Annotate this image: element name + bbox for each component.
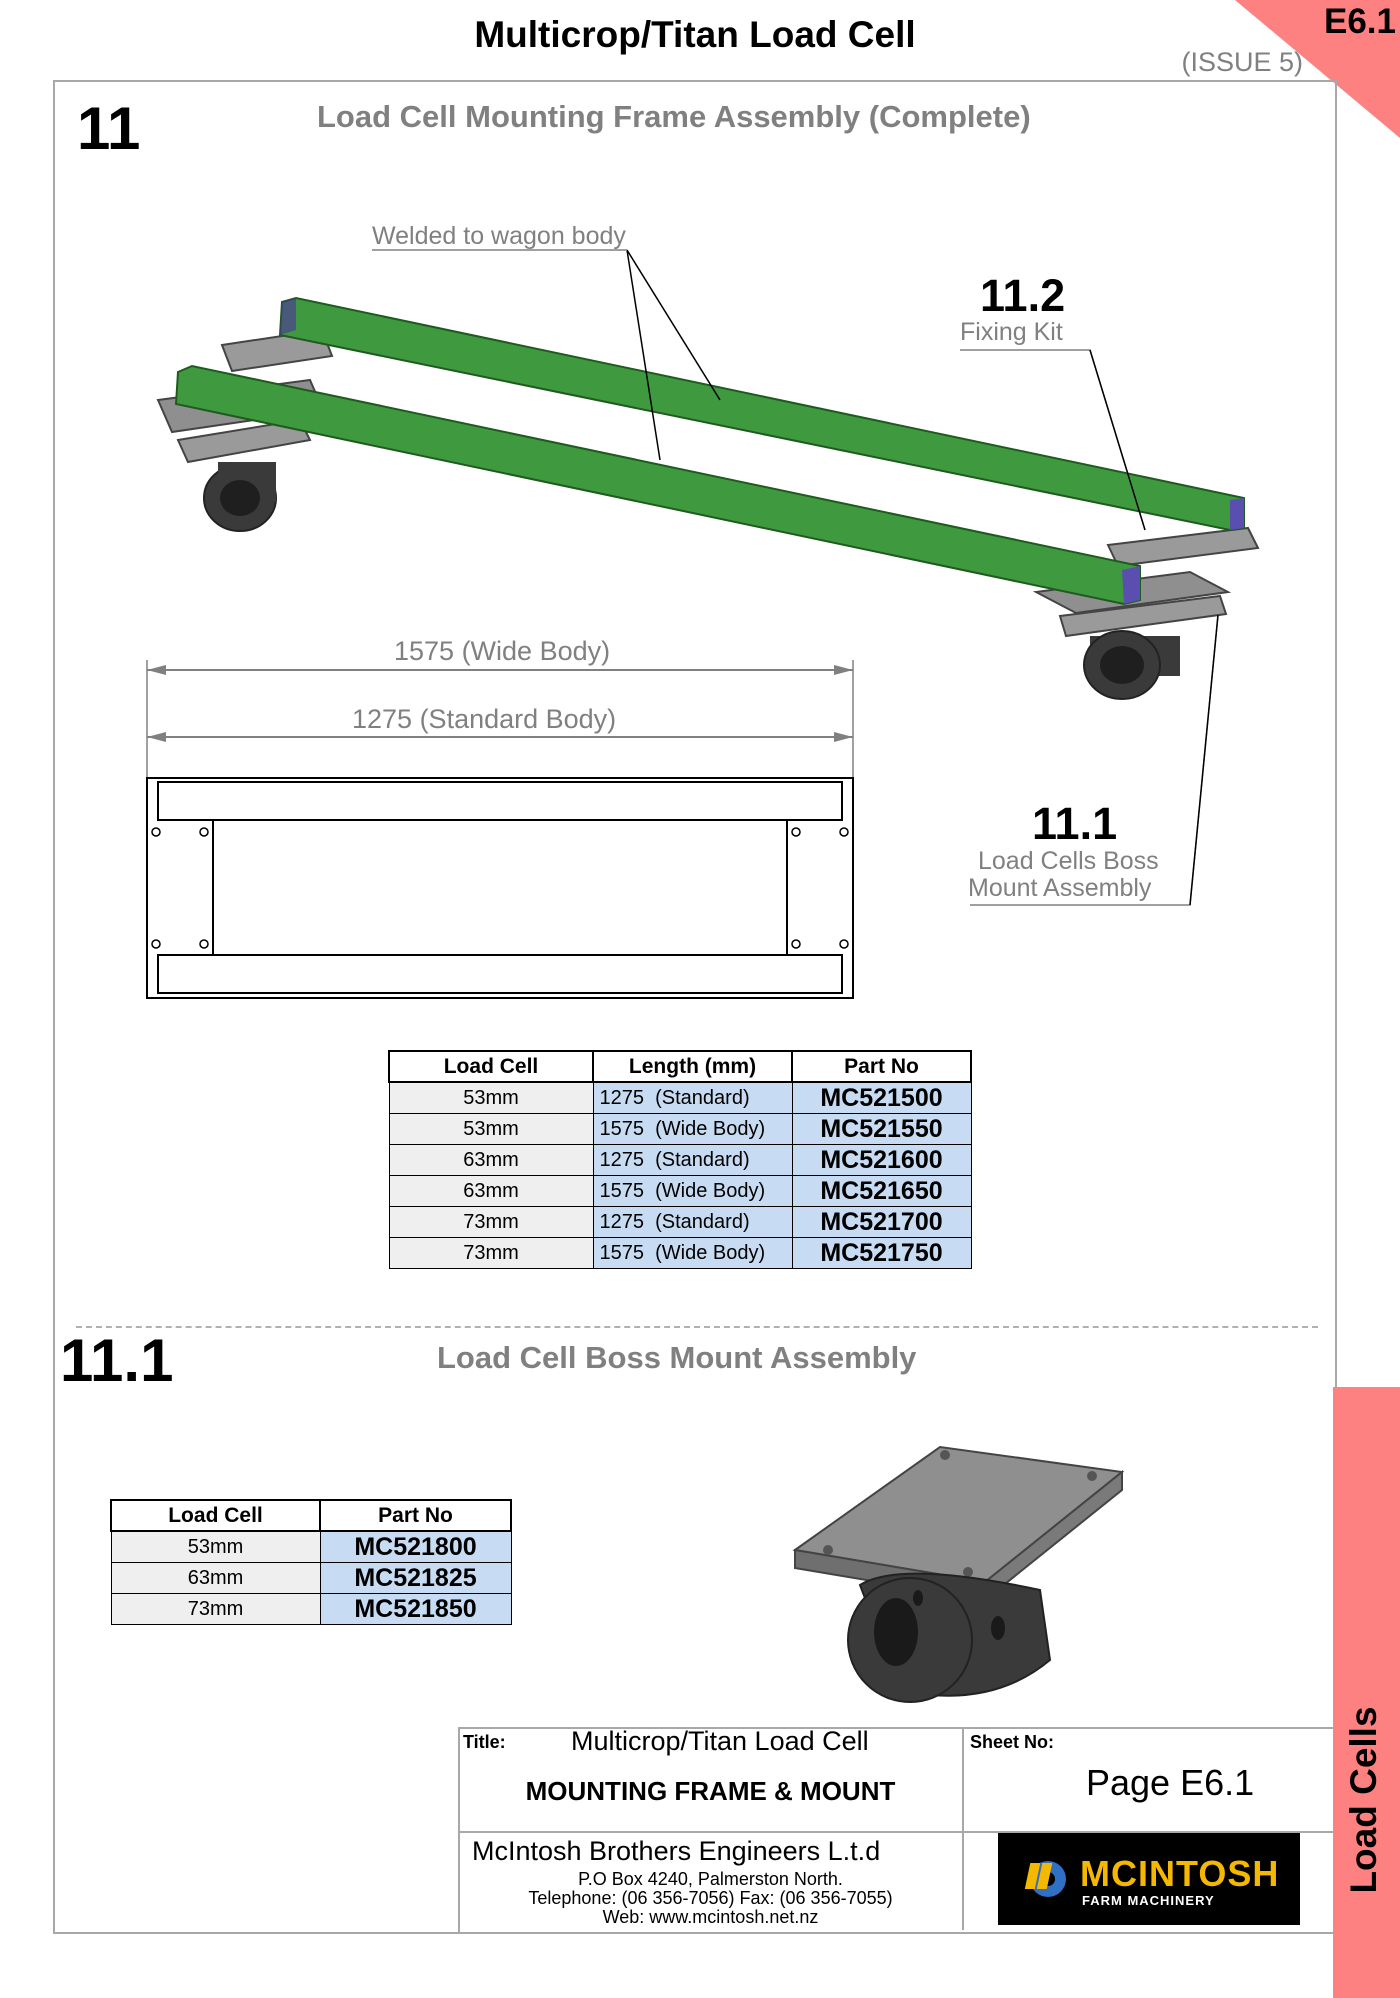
section-11-1-number: 11.1 <box>60 1327 174 1394</box>
col-load-cell: Load Cell <box>111 1500 320 1531</box>
table-row <box>111 1531 511 1563</box>
cell-load-cell: 63mm <box>111 1563 320 1594</box>
section-11-number: 11 <box>77 95 141 162</box>
callout-welded: Welded to wagon body <box>372 222 626 250</box>
logo-sub-text: FARM MACHINERY <box>1082 1893 1215 1908</box>
rear-beam-end <box>1230 498 1244 530</box>
top-view-front-beam <box>158 955 842 993</box>
col-part-no: Part No <box>320 1500 511 1531</box>
boss-parts-table <box>110 1499 512 1625</box>
title-label: Title: <box>463 1732 506 1752</box>
table-row <box>111 1563 511 1594</box>
left-boss-bore <box>220 480 260 516</box>
dim-standard-label: 1275 (Standard Body) <box>348 704 620 735</box>
cell-load-cell: 73mm <box>111 1594 320 1625</box>
sheet-label: Sheet No: <box>970 1732 1055 1752</box>
cell-load-cell: 63mm <box>389 1176 593 1207</box>
cell-part-no: MC521750 <box>792 1238 971 1269</box>
cell-length: 1275 (Standard) <box>593 1207 792 1238</box>
right-boss-bore <box>1100 646 1144 684</box>
cell-part-no: MC521825 <box>320 1563 511 1594</box>
frame-parts-table <box>388 1050 972 1269</box>
cell-length: 1575 (Wide Body) <box>593 1114 792 1145</box>
cell-length: 1275 (Standard) <box>593 1082 792 1114</box>
table-row <box>111 1594 511 1625</box>
cell-part-no: MC521800 <box>320 1531 511 1563</box>
cell-length: 1575 (Wide Body) <box>593 1238 792 1269</box>
logo-main-text: MCINTOSH <box>1080 1853 1280 1894</box>
callout-fixing-label: Fixing Kit <box>960 318 1063 346</box>
boss-mount-bore <box>874 1598 918 1666</box>
cell-length: 1575 (Wide Body) <box>593 1176 792 1207</box>
callout-fixing-number: 11.2 <box>980 270 1066 321</box>
company-name: McIntosh Brothers Engineers L.t.d <box>472 1836 881 1866</box>
table-row <box>389 1145 971 1176</box>
callout-boss-line2: Mount Assembly <box>968 874 1152 902</box>
company-logo <box>998 1833 1300 1925</box>
cell-length: 1275 (Standard) <box>593 1145 792 1176</box>
company-phone: Telephone: (06 356-7056) Fax: (06 356-7055) <box>528 1888 893 1908</box>
table-row <box>389 1238 971 1269</box>
cell-part-no: MC521700 <box>792 1207 971 1238</box>
cell-load-cell: 53mm <box>389 1114 593 1145</box>
top-view-rear-beam <box>158 782 842 820</box>
section-11-1-title: Load Cell Boss Mount Assembly <box>437 1340 917 1375</box>
gear-icon <box>1024 1855 1072 1903</box>
cell-load-cell: 63mm <box>389 1145 593 1176</box>
table-row <box>389 1207 971 1238</box>
cell-part-no: MC521650 <box>792 1176 971 1207</box>
cell-load-cell: 53mm <box>389 1082 593 1114</box>
cell-part-no: MC521550 <box>792 1114 971 1145</box>
title-line2: MOUNTING FRAME & MOUNT <box>525 1776 896 1806</box>
sheet-value: Page E6.1 <box>1086 1762 1255 1803</box>
table-row <box>389 1082 971 1114</box>
cell-part-no: MC521500 <box>792 1082 971 1114</box>
col-load-cell: Load Cell <box>389 1051 593 1082</box>
cell-load-cell: 53mm <box>111 1531 320 1563</box>
col-length: Length (mm) <box>593 1051 792 1082</box>
right-rear-plate <box>1108 528 1258 566</box>
company-address: P.O Box 4240, Palmerston North. <box>578 1869 843 1889</box>
cell-load-cell: 73mm <box>389 1238 593 1269</box>
front-beam-end <box>1122 566 1140 604</box>
section-11-title: Load Cell Mounting Frame Assembly (Complete) <box>317 99 1031 134</box>
page-title: Multicrop/Titan Load Cell <box>474 14 916 55</box>
callout-boss-line1: Load Cells Boss <box>978 847 1159 875</box>
title-line1: Multicrop/Titan Load Cell <box>571 1726 869 1756</box>
page-code: E6.1 <box>1324 2 1396 41</box>
table-row <box>389 1114 971 1145</box>
cell-part-no: MC521850 <box>320 1594 511 1625</box>
company-web: Web: www.mcintosh.net.nz <box>602 1907 819 1927</box>
side-tab-label: Load Cells <box>1343 1706 1384 1894</box>
col-part-no: Part No <box>792 1051 971 1082</box>
cell-part-no: MC521600 <box>792 1145 971 1176</box>
section-divider <box>76 1326 1318 1328</box>
dim-wide-label: 1575 (Wide Body) <box>390 636 614 667</box>
cell-load-cell: 73mm <box>389 1207 593 1238</box>
table-row <box>389 1176 971 1207</box>
issue-label: (ISSUE 5) <box>1181 47 1303 77</box>
callout-boss-number: 11.1 <box>1032 798 1118 849</box>
